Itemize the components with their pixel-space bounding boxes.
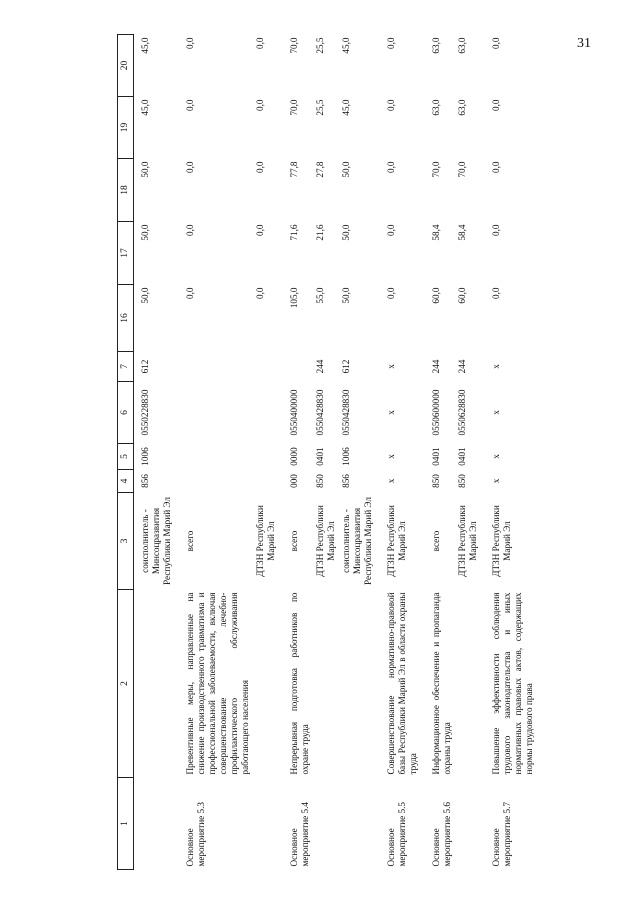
value-2020-cell: 0,0: [185, 37, 195, 49]
value-2020-cell: 63,0: [457, 37, 467, 54]
executor-cell: ДТЗН Республики Марий Эл: [457, 505, 478, 577]
code-rzpr-cell: x: [386, 454, 396, 459]
table-row: [376, 35, 421, 870]
value-2018-cell: 77,8: [289, 161, 299, 178]
value-2017-cell: 50,0: [140, 224, 150, 241]
table-row: [175, 35, 253, 870]
code-csr-cell: 0550428830: [315, 389, 325, 436]
value-2017-cell: 0,0: [185, 224, 195, 236]
column-header: 17: [118, 222, 134, 285]
code-grbs-cell: 850: [315, 474, 325, 488]
value-2019-cell: 0,0: [491, 99, 501, 111]
executor-cell: всего: [185, 530, 195, 552]
measure-cell: [253, 778, 279, 870]
table-body: [134, 35, 538, 870]
column-header: 7: [118, 352, 134, 382]
code-vr-cell: x: [491, 364, 501, 369]
table-row: [455, 35, 481, 870]
value-2017-cell: 58,4: [431, 224, 441, 241]
value-2018-cell: 0,0: [185, 161, 195, 173]
value-2019-cell: 0,0: [386, 99, 396, 111]
table-row: [253, 35, 279, 870]
code-csr-cell: 0550600000: [431, 389, 441, 436]
description-cell: [313, 590, 339, 778]
code-grbs-cell: 000: [289, 474, 299, 488]
executor-cell: всего: [289, 530, 299, 552]
executor-cell: ДТЗН Республики Марий Эл: [386, 505, 407, 577]
code-grbs-cell: 856: [140, 474, 150, 488]
code-csr-cell: [253, 382, 279, 444]
code-csr-cell: 0550400000: [289, 389, 299, 436]
measure-cell: [339, 778, 376, 870]
code-rzpr-cell: [253, 444, 279, 470]
value-2017-cell: 0,0: [255, 224, 265, 236]
value-2018-cell: 70,0: [457, 161, 467, 178]
value-2018-cell: 50,0: [341, 161, 351, 178]
value-2019-cell: 0,0: [185, 99, 195, 111]
value-2017-cell: 0,0: [386, 224, 396, 236]
code-rzpr-cell: x: [491, 454, 501, 459]
description-cell: [253, 590, 279, 778]
table-row: [313, 35, 339, 870]
measure-cell: [455, 778, 481, 870]
value-2016-cell: 60,0: [431, 287, 441, 304]
code-rzpr-cell: 0000: [289, 447, 299, 466]
column-header: 3: [118, 493, 134, 590]
column-header: 4: [118, 470, 134, 493]
code-grbs-cell: x: [491, 478, 501, 484]
value-2018-cell: 27,8: [315, 161, 325, 178]
value-2020-cell: 45,0: [341, 37, 351, 54]
table-row: [481, 35, 537, 870]
code-rzpr-cell: 0401: [431, 447, 441, 466]
code-vr-cell: [253, 352, 279, 382]
value-2020-cell: 0,0: [386, 37, 396, 49]
rotated-table-container: [117, 35, 622, 870]
measure-cell: [134, 778, 176, 870]
executor-cell: ДТЗН Республики Марий Эл: [255, 505, 276, 577]
table-row: [421, 35, 455, 870]
value-2019-cell: 0,0: [255, 99, 265, 111]
column-header: 20: [118, 35, 134, 97]
value-2017-cell: 50,0: [341, 224, 351, 241]
description-cell: Совершенствование нормативно-правовой базы Республики Марий Эл в области охраны труда: [386, 592, 418, 775]
value-2016-cell: 55,0: [315, 287, 325, 304]
column-header: 2: [118, 590, 134, 778]
column-header: 6: [118, 382, 134, 444]
value-2019-cell: 63,0: [431, 99, 441, 116]
table-row: [339, 35, 376, 870]
page-number: 31: [577, 36, 591, 51]
value-2018-cell: 50,0: [140, 161, 150, 178]
column-header: 16: [118, 285, 134, 352]
code-vr-cell: x: [386, 364, 396, 369]
description-cell: Повышение эффективности соблюдения трудового законодательства и иных нормативных правовых актов, содержащих нормы трудового права: [491, 592, 534, 775]
code-csr-cell: x: [491, 410, 501, 415]
table-row: [279, 35, 313, 870]
description-cell: [134, 590, 176, 778]
executor-cell: соисполнитель - Минсоцразвития Республики Марий Эл: [140, 497, 172, 585]
code-csr-cell: [175, 382, 253, 444]
value-2016-cell: 105,0: [289, 287, 299, 309]
code-grbs-cell: 850: [457, 474, 467, 488]
code-vr-cell: 244: [457, 359, 467, 374]
value-2016-cell: 50,0: [140, 287, 150, 304]
value-2017-cell: 21,6: [315, 224, 325, 241]
code-vr-cell: 244: [315, 359, 325, 374]
value-2020-cell: 45,0: [140, 37, 150, 54]
value-2016-cell: 0,0: [386, 287, 396, 299]
code-csr-cell: 0550628830: [457, 389, 467, 436]
value-2016-cell: 60,0: [457, 287, 467, 304]
measure-cell: Основное мероприятие 5.4: [289, 801, 310, 867]
measure-cell: [313, 778, 339, 870]
code-grbs-cell: [175, 470, 253, 493]
measure-cell: Основное мероприятие 5.7: [491, 801, 512, 867]
value-2016-cell: 0,0: [255, 287, 265, 299]
code-vr-cell: 612: [140, 359, 150, 374]
executor-cell: соисполнитель - Минсоцразвития Республики Марий Эл: [341, 497, 373, 585]
executor-cell: всего: [431, 530, 441, 552]
code-csr-cell: 0550428830: [341, 389, 351, 436]
table-row: [134, 35, 176, 870]
code-vr-cell: 612: [341, 359, 351, 374]
code-grbs-cell: 850: [431, 474, 441, 488]
program-table: [117, 34, 537, 870]
code-csr-cell: x: [386, 410, 396, 415]
description-cell: [339, 590, 376, 778]
code-grbs-cell: [253, 470, 279, 493]
column-header: 5: [118, 444, 134, 470]
value-2017-cell: 0,0: [491, 224, 501, 236]
column-header: 18: [118, 159, 134, 222]
code-rzpr-cell: 0401: [315, 447, 325, 466]
description-cell: Информационное обеспечение и пропаганда охраны труда: [431, 592, 452, 775]
executor-cell: ДТЗН Республики Марий Эл: [315, 505, 336, 577]
code-vr-cell: 244: [431, 359, 441, 374]
code-grbs-cell: 856: [341, 474, 351, 488]
description-cell: [455, 590, 481, 778]
code-rzpr-cell: 0401: [457, 447, 467, 466]
measure-cell: Основное мероприятие 5.3: [185, 801, 206, 867]
value-2020-cell: 70,0: [289, 37, 299, 54]
column-header: 1: [118, 778, 134, 870]
value-2016-cell: 0,0: [185, 287, 195, 299]
value-2016-cell: 0,0: [491, 287, 501, 299]
value-2020-cell: 0,0: [255, 37, 265, 49]
description-cell: Превентивные меры, направленные на снижение производственного травматизма и профессиональной заболеваемости, включая совершенствование лечебно-профилактического обслуживания работающего населения: [185, 592, 250, 775]
description-cell: Непрерывная подготовка работников по охране труда: [289, 592, 310, 775]
value-2019-cell: 25,5: [315, 99, 325, 116]
value-2019-cell: 70,0: [289, 99, 299, 116]
value-2017-cell: 71,6: [289, 224, 299, 241]
code-grbs-cell: x: [386, 478, 396, 484]
value-2017-cell: 58,4: [457, 224, 467, 241]
code-vr-cell: [279, 352, 313, 382]
column-header: 19: [118, 97, 134, 159]
header-row: [118, 35, 134, 870]
value-2018-cell: 0,0: [491, 161, 501, 173]
measure-cell: Основное мероприятие 5.6: [431, 801, 452, 867]
value-2016-cell: 50,0: [341, 287, 351, 304]
value-2018-cell: 0,0: [386, 161, 396, 173]
value-2019-cell: 63,0: [457, 99, 467, 116]
value-2018-cell: 70,0: [431, 161, 441, 178]
executor-cell: ДТЗН Республики Марий Эл: [491, 505, 512, 577]
code-vr-cell: [175, 352, 253, 382]
code-rzpr-cell: 1006: [140, 447, 150, 466]
value-2020-cell: 63,0: [431, 37, 441, 54]
value-2018-cell: 0,0: [255, 161, 265, 173]
value-2020-cell: 0,0: [491, 37, 501, 49]
value-2020-cell: 25,5: [315, 37, 325, 54]
value-2019-cell: 45,0: [341, 99, 351, 116]
code-rzpr-cell: [175, 444, 253, 470]
code-csr-cell: 0550228830: [140, 389, 150, 436]
measure-cell: Основное мероприятие 5.5: [386, 801, 407, 867]
value-2019-cell: 45,0: [140, 99, 150, 116]
code-rzpr-cell: 1006: [341, 447, 351, 466]
